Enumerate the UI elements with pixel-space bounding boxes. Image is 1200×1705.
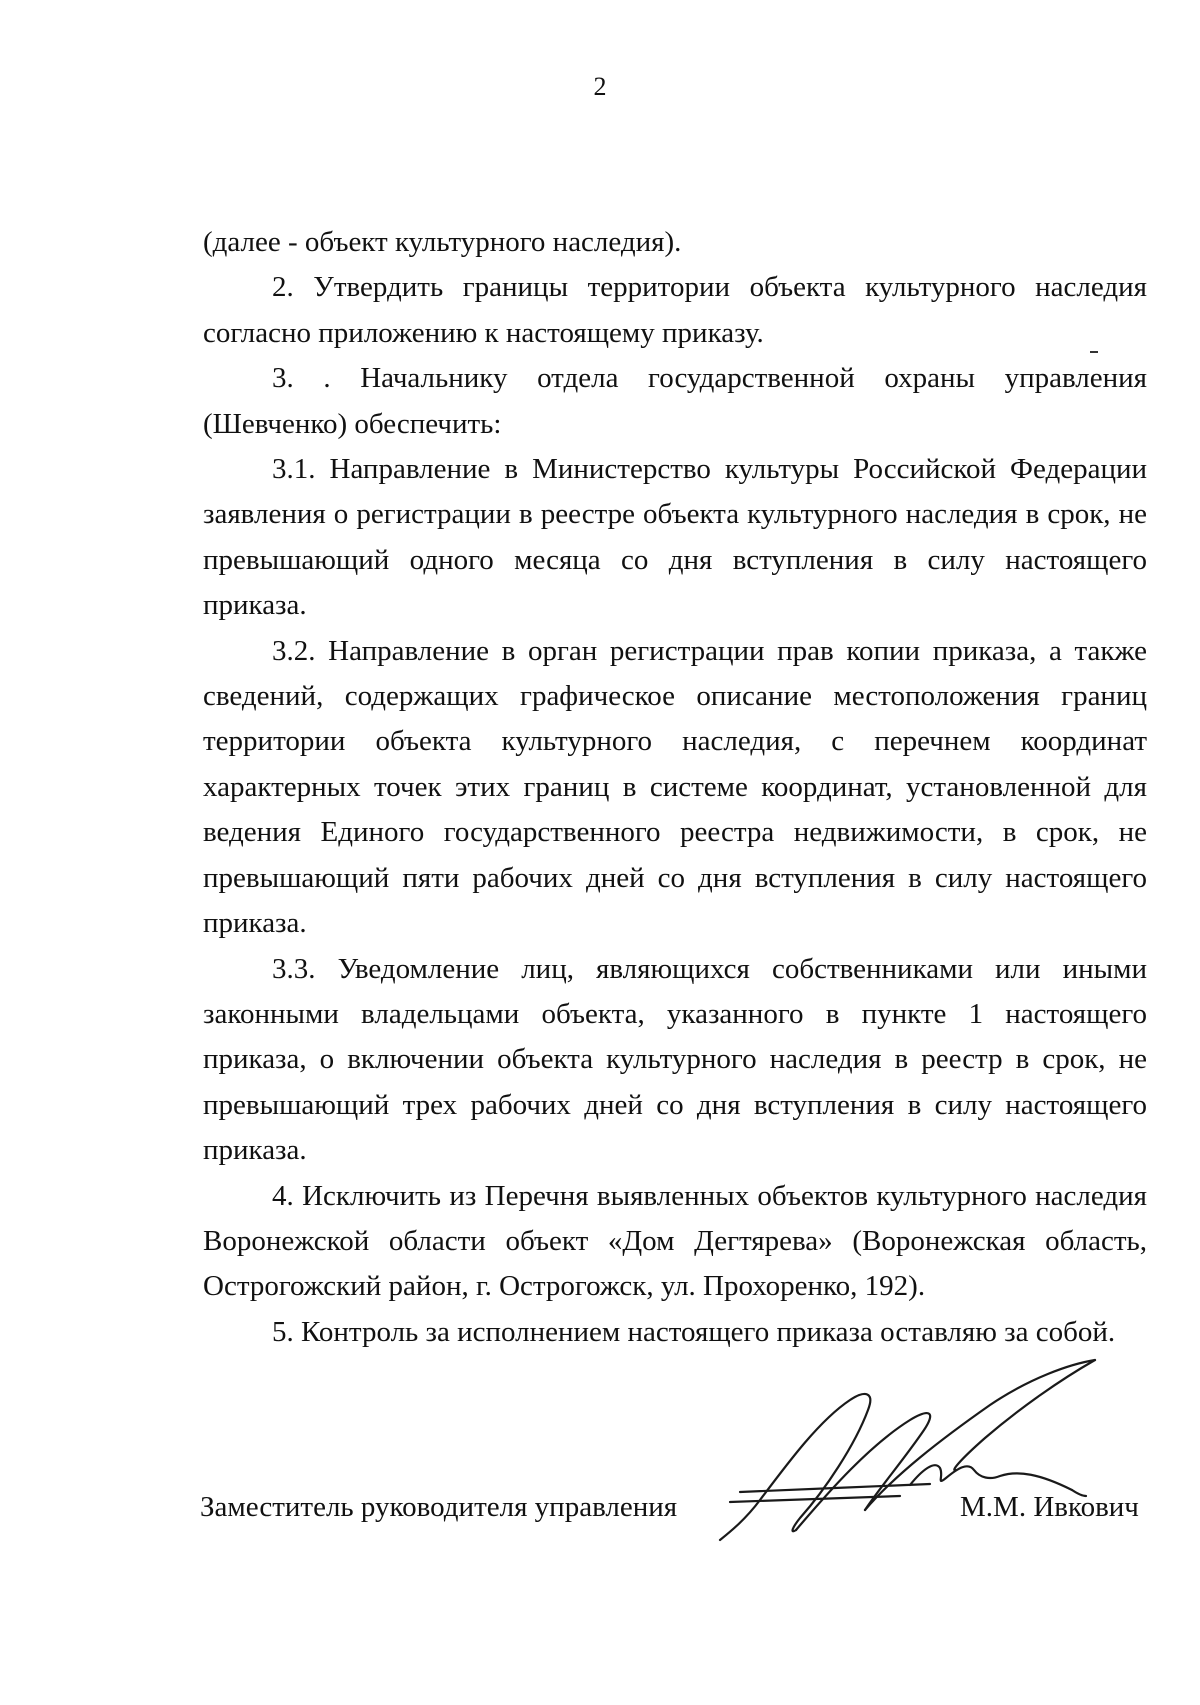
paragraph-item-3-1: 3.1. Направление в Министерство культуры Российской Федерации заявления о регистрации в реестре объекта культурного наследия в срок, не превышающий одного месяца со дня вступления в силу настоящего приказа. bbox=[203, 453, 1147, 622]
paragraph-item-3-2: 3.2. Направление в орган регистрации прав копии приказа, а также сведений, содержащих графическое описание местоположения границ территории объекта культурного наследия, с перечнем координат характерных точек этих границ в системе координат, установленной для ведения Единого государственного реестра недвижимости, в срок, не превышающий пяти рабочих дней со дня вступления в силу настоящего приказа. bbox=[203, 634, 1147, 940]
signature-block bbox=[200, 1350, 1150, 1550]
paragraph-item-4: 4. Исключить из Перечня выявленных объектов культурного наследия Воронежской области объект «Дом Дегтярева» (Воронежская область, Острогожский район, г. Острогожск, ул. Прохоренко, 192). bbox=[203, 1179, 1147, 1303]
signatory-position: Заместитель руководителя управления bbox=[200, 1491, 678, 1523]
paragraph-item-3: 3. . Начальнику отдела государственной охраны управления (Шевченко) обеспечить: bbox=[203, 362, 1147, 440]
signatory-name: М.М. Ивкович bbox=[960, 1491, 1139, 1523]
paragraph-item-5: 5. Контроль за исполнением настоящего приказа оставляю за собой. bbox=[272, 1315, 1116, 1348]
paragraph-continuation: (далее - объект культурного наследия). bbox=[203, 226, 682, 258]
paragraph-item-3-3: 3.3. Уведомление лиц, являющихся собственниками или иными законными владельцами объекта, указанного в пункте 1 настоящего приказа, о включении объекта культурного наследия в реестр в срок, не превышающий трех рабочих дней со дня вступления в силу настоящего приказа. bbox=[203, 952, 1147, 1167]
page-number: 2 bbox=[593, 72, 607, 101]
paragraph-item-2: 2. Утвердить границы территории объекта культурного наследия согласно приложению к настоящему приказу. bbox=[203, 271, 1147, 349]
document-body bbox=[203, 220, 1147, 1355]
